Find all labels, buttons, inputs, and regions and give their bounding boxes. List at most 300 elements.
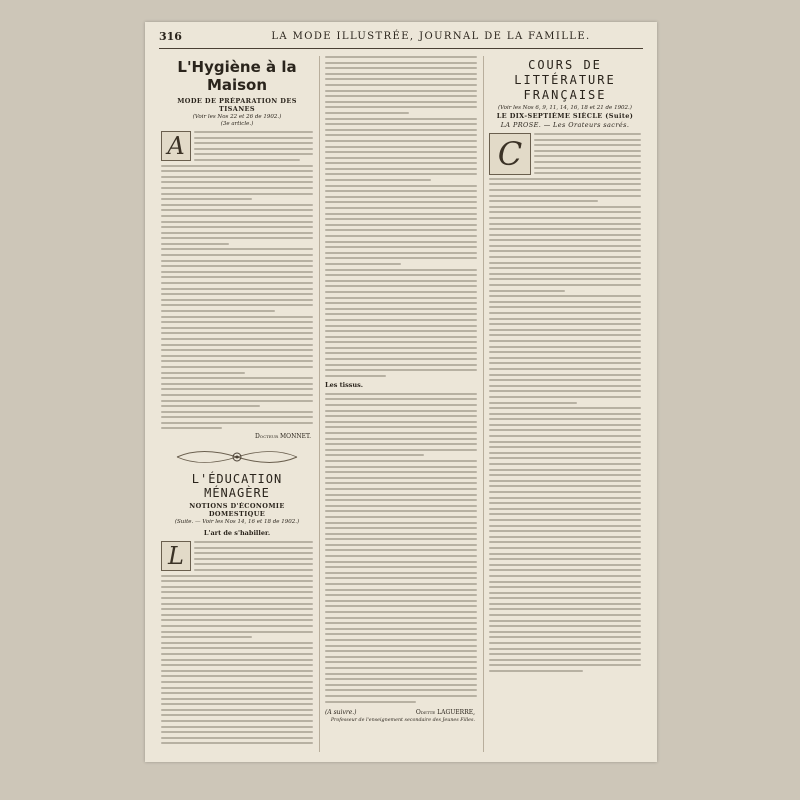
text-line bbox=[161, 575, 313, 577]
text-line bbox=[161, 731, 313, 733]
text-line bbox=[489, 256, 641, 258]
dropcap-letter: L bbox=[161, 541, 191, 571]
text-line bbox=[325, 218, 477, 220]
text-line bbox=[325, 393, 477, 395]
text-line bbox=[325, 695, 477, 697]
text-line bbox=[489, 642, 641, 644]
text-line bbox=[161, 254, 313, 256]
text-line bbox=[489, 262, 641, 264]
text-line bbox=[489, 664, 641, 666]
text-line bbox=[161, 293, 313, 295]
text-line bbox=[325, 56, 477, 58]
article-body-education bbox=[161, 541, 313, 744]
text-line bbox=[325, 538, 477, 540]
text-line bbox=[325, 90, 477, 92]
text-line bbox=[489, 413, 641, 415]
text-line bbox=[489, 374, 641, 376]
page-header bbox=[159, 30, 643, 46]
column-3 bbox=[489, 56, 641, 752]
text-line bbox=[489, 441, 641, 443]
signature-title: Professeur de l'enseignement secondaire des Jeunes Filles. bbox=[330, 717, 475, 723]
text-line bbox=[161, 411, 313, 413]
text-line bbox=[325, 426, 477, 428]
text-line bbox=[325, 689, 477, 691]
text-line bbox=[161, 586, 313, 588]
text-line bbox=[161, 422, 313, 424]
text-line bbox=[534, 139, 641, 141]
text-line bbox=[325, 330, 477, 332]
article-title-hygiene: L'Hygiène à la Maison bbox=[177, 58, 297, 94]
text-line bbox=[161, 187, 313, 189]
text-line bbox=[325, 555, 477, 557]
text-line bbox=[325, 146, 477, 148]
text-line bbox=[325, 257, 477, 259]
text-line bbox=[489, 245, 641, 247]
text-line bbox=[489, 334, 641, 336]
text-line bbox=[489, 452, 641, 454]
text-line bbox=[325, 432, 477, 434]
text-line bbox=[489, 631, 641, 633]
text-line bbox=[325, 207, 477, 209]
text-line bbox=[325, 600, 477, 602]
journal-title: LA MODE ILLUSTRÉE, JOURNAL DE LA FAMILLE. bbox=[271, 31, 591, 42]
text-line bbox=[489, 273, 641, 275]
dropcap-letter: C bbox=[489, 133, 531, 175]
text-line bbox=[161, 597, 313, 599]
text-line bbox=[161, 698, 313, 700]
text-line bbox=[325, 341, 477, 343]
text-line bbox=[489, 435, 641, 437]
text-line bbox=[161, 394, 313, 396]
text-line bbox=[489, 424, 641, 426]
text-line bbox=[161, 675, 313, 677]
text-line bbox=[161, 664, 313, 666]
text-line bbox=[161, 405, 260, 407]
text-line bbox=[489, 597, 641, 599]
text-line bbox=[161, 276, 313, 278]
text-line bbox=[489, 195, 641, 197]
text-line bbox=[194, 148, 313, 150]
text-line bbox=[161, 215, 313, 217]
subsection-heading: LA PROSE. — Les Orateurs sacrés. bbox=[500, 121, 630, 129]
text-line bbox=[489, 178, 641, 180]
text-line bbox=[489, 653, 641, 655]
text-line bbox=[325, 499, 477, 501]
text-line bbox=[194, 142, 313, 144]
text-line bbox=[489, 553, 641, 555]
text-line bbox=[489, 497, 641, 499]
text-line bbox=[325, 78, 477, 80]
text-line bbox=[489, 223, 641, 225]
text-line bbox=[489, 318, 641, 320]
text-line bbox=[534, 161, 641, 163]
signature-laguerre: Odette LAGUERRE, bbox=[415, 708, 475, 716]
text-line bbox=[325, 611, 477, 613]
text-line bbox=[161, 636, 252, 638]
text-line bbox=[325, 566, 477, 568]
text-line bbox=[489, 346, 641, 348]
text-line bbox=[325, 633, 477, 635]
text-line bbox=[489, 407, 641, 409]
text-line bbox=[161, 226, 313, 228]
text-line bbox=[325, 263, 401, 265]
text-line bbox=[161, 714, 313, 716]
text-line bbox=[161, 737, 313, 739]
text-line bbox=[194, 153, 313, 155]
text-line bbox=[161, 221, 313, 223]
text-line bbox=[489, 469, 641, 471]
text-line bbox=[489, 357, 641, 359]
text-line bbox=[161, 288, 313, 290]
text-line bbox=[489, 284, 641, 286]
text-line bbox=[489, 250, 641, 252]
text-line bbox=[161, 316, 313, 318]
text-line bbox=[161, 726, 313, 728]
text-line bbox=[489, 278, 641, 280]
text-line bbox=[325, 291, 477, 293]
text-line bbox=[325, 347, 477, 349]
text-line bbox=[489, 547, 641, 549]
text-line bbox=[325, 572, 477, 574]
text-line bbox=[325, 325, 477, 327]
text-line bbox=[325, 302, 477, 304]
text-line bbox=[489, 541, 641, 543]
text-line bbox=[194, 159, 300, 161]
text-line bbox=[325, 95, 477, 97]
header-rule bbox=[159, 48, 643, 49]
text-line bbox=[325, 471, 477, 473]
text-line bbox=[161, 388, 313, 390]
to-be-continued: (A suivre.) bbox=[325, 708, 357, 716]
article-body-litterature bbox=[489, 133, 641, 672]
text-line bbox=[325, 173, 477, 175]
text-line bbox=[325, 179, 431, 181]
text-line bbox=[161, 332, 313, 334]
text-line bbox=[325, 661, 477, 663]
text-line bbox=[161, 193, 313, 195]
text-line bbox=[325, 415, 477, 417]
text-line bbox=[325, 594, 477, 596]
text-line bbox=[489, 429, 641, 431]
text-line bbox=[325, 280, 477, 282]
text-line bbox=[161, 198, 252, 200]
column-1 bbox=[161, 56, 313, 752]
text-line bbox=[325, 151, 477, 153]
column-separator bbox=[319, 56, 320, 752]
text-line bbox=[325, 527, 477, 529]
text-line bbox=[489, 620, 641, 622]
text-line bbox=[489, 463, 641, 465]
text-line bbox=[325, 73, 477, 75]
text-line bbox=[489, 474, 641, 476]
text-line bbox=[325, 701, 416, 703]
article-body-hygiene bbox=[161, 131, 313, 429]
text-line bbox=[489, 340, 641, 342]
text-line bbox=[325, 583, 477, 585]
text-line bbox=[325, 62, 477, 64]
text-line bbox=[489, 558, 641, 560]
text-line bbox=[489, 530, 641, 532]
text-line bbox=[325, 196, 477, 198]
text-line bbox=[489, 502, 641, 504]
text-line bbox=[161, 232, 313, 234]
text-line bbox=[194, 552, 313, 554]
text-line bbox=[325, 201, 477, 203]
text-line bbox=[161, 310, 275, 312]
text-line bbox=[325, 454, 424, 456]
text-line bbox=[489, 659, 641, 661]
text-line bbox=[161, 377, 313, 379]
text-line bbox=[325, 224, 477, 226]
text-line bbox=[325, 684, 477, 686]
text-line bbox=[489, 592, 641, 594]
text-line bbox=[161, 282, 313, 284]
text-line bbox=[161, 344, 313, 346]
text-line bbox=[325, 650, 477, 652]
text-line bbox=[325, 369, 477, 371]
section-heading: L'art de s'habiller. bbox=[203, 529, 271, 538]
text-line bbox=[325, 561, 477, 563]
text-line bbox=[325, 549, 477, 551]
text-line bbox=[534, 144, 641, 146]
text-line bbox=[325, 482, 477, 484]
article-body-continued bbox=[325, 56, 477, 377]
text-line bbox=[489, 625, 641, 627]
text-line bbox=[325, 443, 477, 445]
text-line bbox=[489, 513, 641, 515]
text-line bbox=[161, 742, 313, 744]
article-title-litterature: COURS DE LITTÉRATURE FRANÇAISE bbox=[514, 58, 616, 102]
text-line bbox=[161, 209, 313, 211]
text-line bbox=[489, 569, 641, 571]
text-line bbox=[489, 670, 583, 672]
text-line bbox=[161, 681, 313, 683]
text-line bbox=[161, 416, 313, 418]
text-line bbox=[161, 647, 313, 649]
text-line bbox=[161, 703, 313, 705]
text-line bbox=[325, 352, 477, 354]
text-line bbox=[489, 239, 641, 241]
text-line bbox=[489, 508, 641, 510]
text-line bbox=[325, 246, 477, 248]
text-line bbox=[194, 558, 313, 560]
text-line bbox=[325, 449, 477, 451]
article-subtitle: MODE DE PRÉPARATION DES TISANES bbox=[177, 97, 297, 113]
text-line bbox=[325, 168, 477, 170]
text-line bbox=[325, 162, 477, 164]
text-line bbox=[489, 211, 641, 213]
text-line bbox=[194, 131, 313, 133]
text-line bbox=[489, 457, 641, 459]
text-line bbox=[325, 84, 477, 86]
text-line bbox=[161, 709, 313, 711]
text-line bbox=[325, 645, 477, 647]
article-subtitle: NOTIONS D'ÉCONOMIE DOMESTIQUE bbox=[189, 502, 285, 519]
text-line bbox=[325, 466, 477, 468]
text-line bbox=[194, 541, 313, 543]
text-line bbox=[325, 577, 477, 579]
text-line bbox=[161, 355, 313, 357]
text-line bbox=[161, 299, 313, 301]
text-line bbox=[489, 329, 641, 331]
text-line bbox=[489, 267, 641, 269]
text-line bbox=[489, 290, 565, 292]
text-line bbox=[489, 480, 641, 482]
text-line bbox=[489, 418, 641, 420]
text-line bbox=[161, 243, 229, 245]
text-line bbox=[325, 533, 477, 535]
text-line bbox=[161, 360, 313, 362]
text-line bbox=[325, 185, 477, 187]
text-line bbox=[489, 323, 641, 325]
text-line bbox=[161, 181, 313, 183]
text-line bbox=[325, 358, 477, 360]
text-line bbox=[325, 101, 477, 103]
text-line bbox=[194, 569, 313, 571]
column-2 bbox=[325, 56, 477, 752]
article-reference: (Voir les Nos 22 et 26 de 1902.) bbox=[192, 114, 282, 120]
text-line bbox=[161, 176, 313, 178]
text-line bbox=[325, 438, 477, 440]
text-line bbox=[325, 639, 477, 641]
text-line bbox=[325, 235, 477, 237]
text-line bbox=[325, 522, 477, 524]
text-line bbox=[489, 234, 641, 236]
article-reference: (Suite. — Voir les Nos 14, 16 et 18 de 1902.) bbox=[174, 519, 300, 526]
text-line bbox=[161, 304, 313, 306]
text-line bbox=[161, 366, 313, 368]
text-line bbox=[325, 505, 477, 507]
text-line bbox=[489, 189, 641, 191]
text-line bbox=[161, 400, 313, 402]
text-line bbox=[325, 494, 477, 496]
text-line bbox=[489, 491, 641, 493]
article-reference: (Voir les Nos 6, 9, 11, 14, 16, 18 et 21 de 1902.) bbox=[498, 105, 632, 111]
text-line bbox=[489, 648, 641, 650]
text-line bbox=[161, 170, 313, 172]
text-line bbox=[161, 692, 313, 694]
text-line bbox=[325, 404, 477, 406]
text-line bbox=[489, 306, 641, 308]
text-line bbox=[325, 140, 477, 142]
page-number: 316 bbox=[159, 30, 182, 43]
text-line bbox=[161, 619, 313, 621]
text-line bbox=[489, 525, 641, 527]
text-line bbox=[489, 351, 641, 353]
text-line bbox=[325, 678, 477, 680]
text-line bbox=[534, 167, 641, 169]
text-line bbox=[161, 580, 313, 582]
text-line bbox=[161, 603, 313, 605]
text-line bbox=[161, 720, 313, 722]
text-line bbox=[489, 379, 641, 381]
column-separator bbox=[483, 56, 484, 752]
text-line bbox=[325, 398, 477, 400]
text-line bbox=[325, 157, 477, 159]
text-line bbox=[325, 544, 477, 546]
article-footer bbox=[325, 707, 477, 718]
text-line bbox=[489, 390, 641, 392]
text-line bbox=[161, 321, 313, 323]
text-line bbox=[325, 410, 477, 412]
text-line bbox=[161, 625, 313, 627]
text-line bbox=[325, 656, 477, 658]
text-line bbox=[489, 217, 641, 219]
text-line bbox=[489, 603, 641, 605]
text-line bbox=[534, 155, 641, 157]
text-line bbox=[161, 204, 313, 206]
text-line bbox=[489, 200, 598, 202]
text-line bbox=[534, 133, 641, 135]
text-line bbox=[489, 564, 641, 566]
text-line bbox=[534, 150, 641, 152]
text-line bbox=[325, 667, 477, 669]
text-line bbox=[325, 622, 477, 624]
text-line bbox=[161, 608, 313, 610]
text-line bbox=[325, 421, 477, 423]
text-line bbox=[194, 547, 313, 549]
text-line bbox=[489, 636, 641, 638]
text-line bbox=[161, 265, 313, 267]
text-line bbox=[325, 460, 477, 462]
text-line bbox=[161, 260, 313, 262]
text-line bbox=[161, 237, 313, 239]
text-line bbox=[325, 67, 477, 69]
text-line bbox=[325, 617, 477, 619]
text-line bbox=[325, 516, 477, 518]
text-line bbox=[325, 297, 477, 299]
text-line bbox=[489, 402, 577, 404]
text-line bbox=[325, 364, 477, 366]
text-line bbox=[325, 510, 477, 512]
text-line bbox=[325, 319, 477, 321]
text-line bbox=[325, 190, 477, 192]
text-line bbox=[325, 488, 477, 490]
text-line bbox=[325, 274, 477, 276]
text-line bbox=[489, 228, 641, 230]
text-line bbox=[489, 536, 641, 538]
text-line bbox=[161, 338, 313, 340]
text-line bbox=[325, 477, 477, 479]
text-line bbox=[325, 605, 477, 607]
text-line bbox=[325, 336, 477, 338]
text-line bbox=[325, 229, 477, 231]
article-body-tissus bbox=[325, 393, 477, 703]
text-line bbox=[325, 106, 477, 108]
section-heading-tissus: Les tissus. bbox=[325, 380, 364, 389]
text-line bbox=[161, 427, 222, 429]
ornament-vignette bbox=[167, 446, 307, 468]
text-line bbox=[489, 586, 641, 588]
text-line bbox=[325, 118, 477, 120]
text-line bbox=[489, 301, 641, 303]
text-line bbox=[161, 248, 313, 250]
text-line bbox=[325, 112, 409, 114]
text-line bbox=[325, 269, 477, 271]
text-line bbox=[489, 368, 641, 370]
text-line bbox=[325, 628, 477, 630]
text-line bbox=[489, 206, 641, 208]
text-line bbox=[489, 183, 641, 185]
dropcap-letter: A bbox=[161, 131, 191, 161]
text-line bbox=[489, 608, 641, 610]
text-line bbox=[325, 673, 477, 675]
text-line bbox=[489, 362, 641, 364]
text-line bbox=[489, 581, 641, 583]
text-line bbox=[161, 591, 313, 593]
text-line bbox=[325, 252, 477, 254]
text-line bbox=[325, 129, 477, 131]
